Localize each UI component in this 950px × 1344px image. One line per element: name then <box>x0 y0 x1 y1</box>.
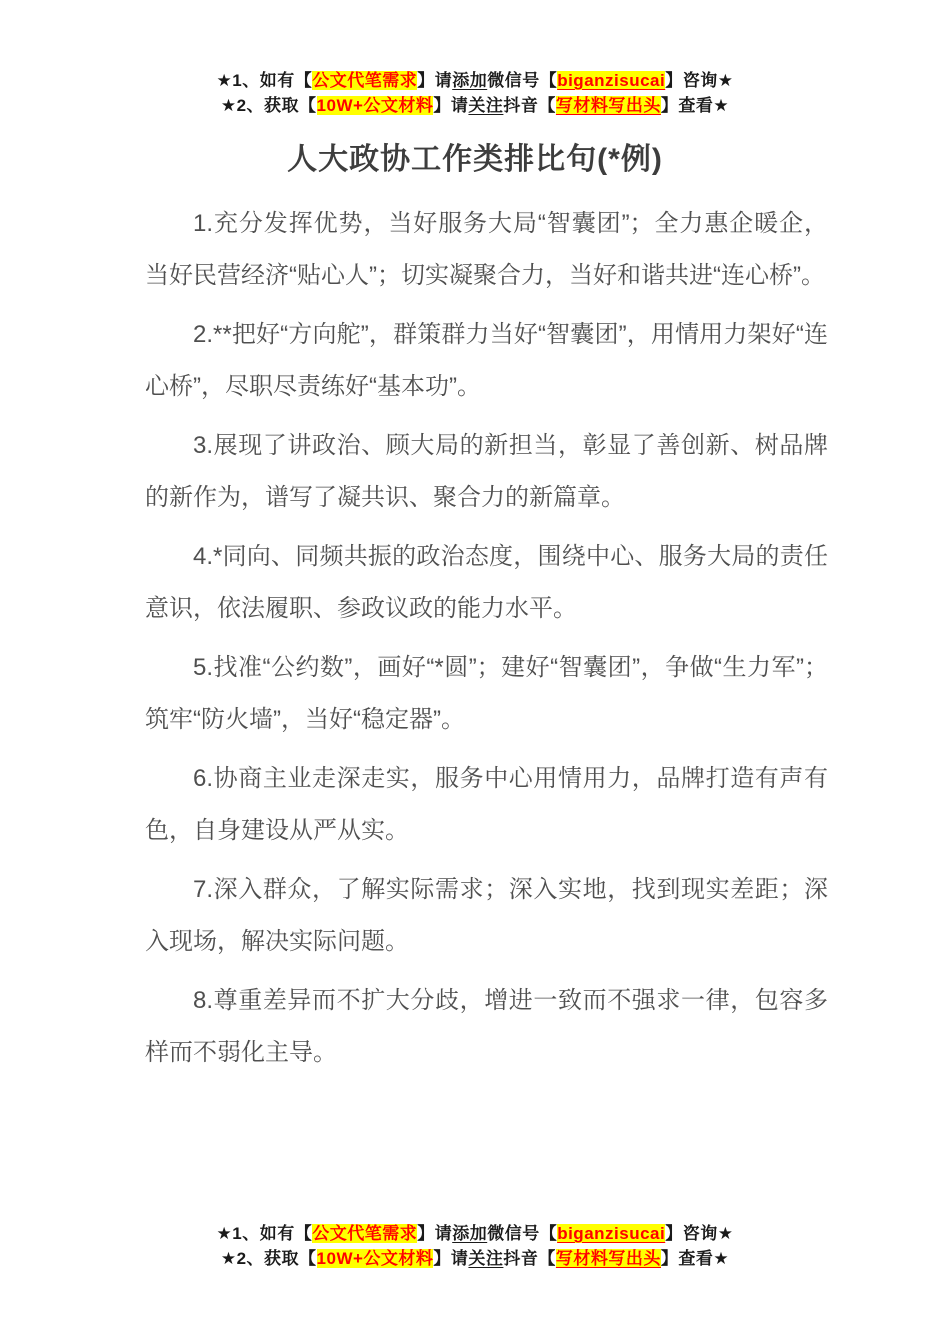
promo1-add-underline: 添加 <box>452 71 488 90</box>
promo1-prefix: ★1、如有【 <box>216 1224 313 1243</box>
promo1-service-highlight: 公文代笔需求 <box>312 71 418 90</box>
paragraph-6: 6.协商主业走深走实，服务中心用情用力，品牌打造有声有色，自身建设从严从实。 <box>145 765 828 844</box>
promo1-wechat-label: 微信号【 <box>487 1224 558 1243</box>
promo1-service-highlight: 公文代笔需求 <box>312 1224 418 1243</box>
promo2-prefix: ★2、获取【 <box>220 96 317 115</box>
promo2-mid: 】请 <box>433 96 469 115</box>
document-title: 人大政协工作类排比句(*例) <box>287 143 663 176</box>
paragraph-4: 4.*同向、同频共振的政治态度，围绕中心、服务大局的责任意识，依法履职、参政议政的能力水平。 <box>145 543 828 622</box>
promo2-suffix: 】查看★ <box>660 96 730 115</box>
promo2-material-highlight: 10W+公文材料 <box>316 96 434 115</box>
paragraph-5: 5.找准“公约数”，画好“*圆”；建好“智囊团”，争做“生力军”；筑牢“防火墙”，当好“稳定器”。 <box>145 654 828 733</box>
promo2-suffix: 】查看★ <box>660 1249 730 1268</box>
promo2-material-highlight: 10W+公文材料 <box>316 1249 434 1268</box>
paragraph-8: 8.尊重差异而不扩大分歧，增进一致而不强求一律，包容多样而不弱化主导。 <box>145 987 828 1066</box>
promo2-follow-underline: 关注 <box>468 1249 504 1268</box>
promo-line-2 <box>0 93 950 118</box>
promo1-suffix: 】咨询★ <box>665 71 734 90</box>
document-body <box>145 198 828 1079</box>
promo-line-1 <box>0 68 950 93</box>
paragraph-1: 1.充分发挥优势，当好服务大局“智囊团”；全力惠企暖企，当好民营经济“贴心人”；切实凝聚合力，当好和谐共进“连心桥”。 <box>145 210 828 289</box>
promo2-mid: 】请 <box>433 1249 469 1268</box>
promo2-prefix: ★2、获取【 <box>220 1249 317 1268</box>
promo2-douyin-id-highlight: 写材料写出头 <box>555 96 661 115</box>
promo1-suffix: 】咨询★ <box>665 1224 734 1243</box>
promo1-mid: 】请 <box>417 1224 453 1243</box>
promo1-wechat-id-highlight: biganzisucai <box>557 71 666 90</box>
promo-banner-top <box>0 0 950 118</box>
promo2-douyin-id-highlight: 写材料写出头 <box>555 1249 661 1268</box>
promo-line-2 <box>0 1246 950 1271</box>
promo-line-1 <box>0 1221 950 1246</box>
promo1-prefix: ★1、如有【 <box>216 71 313 90</box>
paragraph-2: 2.**把好“方向舵”，群策群力当好“智囊团”，用情用力架好“连心桥”，尽职尽责练好“基本功”。 <box>145 321 828 400</box>
promo2-follow-underline: 关注 <box>468 96 504 115</box>
promo1-wechat-label: 微信号【 <box>487 71 558 90</box>
promo1-add-underline: 添加 <box>452 1224 488 1243</box>
paragraph-3: 3.展现了讲政治、顾大局的新担当，彰显了善创新、树品牌的新作为，谱写了凝共识、聚合力的新篇章。 <box>145 432 828 511</box>
promo2-douyin-label: 抖音【 <box>503 96 556 115</box>
paragraph-7: 7.深入群众，了解实际需求；深入实地，找到现实差距；深入现场，解决实际问题。 <box>145 876 828 955</box>
promo1-mid: 】请 <box>417 71 453 90</box>
promo-banner-bottom <box>0 1221 950 1271</box>
promo1-wechat-id-highlight: biganzisucai <box>557 1224 666 1243</box>
promo2-douyin-label: 抖音【 <box>503 1249 556 1268</box>
